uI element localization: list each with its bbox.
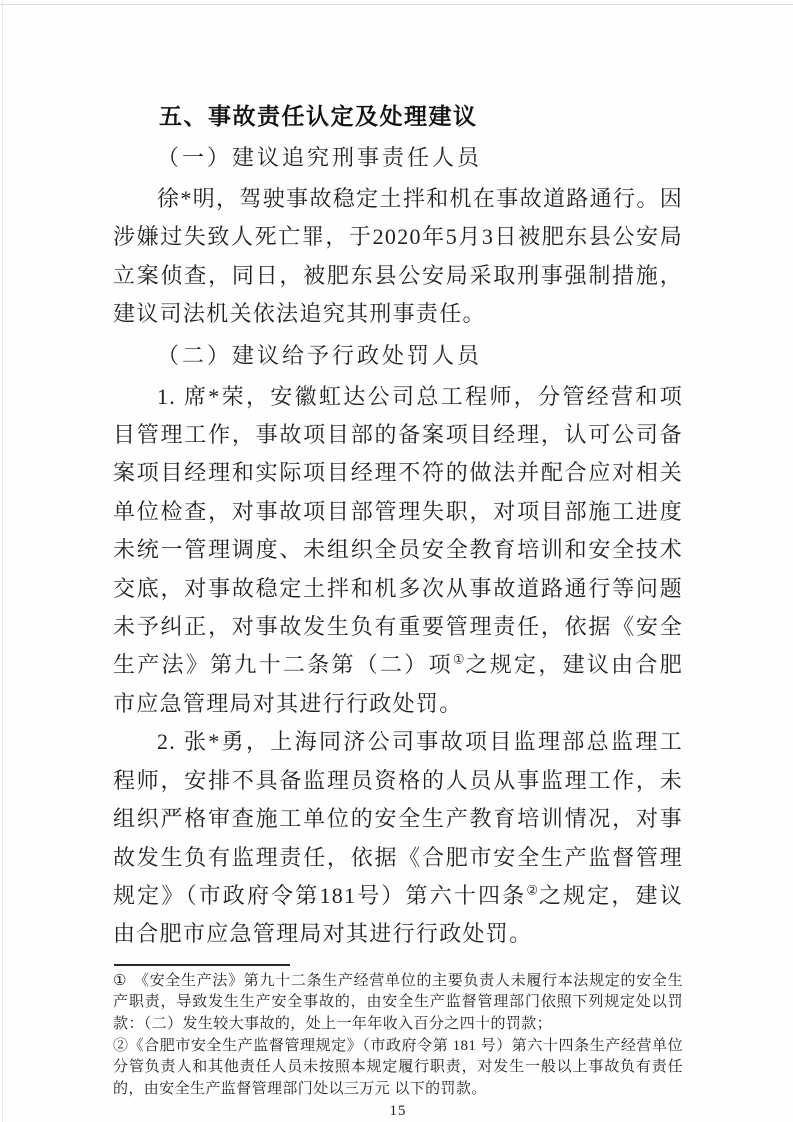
footnote-2-marker: ② — [113, 1037, 129, 1054]
footnote-area — [113, 964, 683, 1101]
paragraph-criminal-liability: 徐*明，驾驶事故稳定土拌和机在事故道路通行。因涉嫌过失致人死亡罪，于2020年5月3日被肥东县公安局立案侦查，同日，被肥东县公安局采取刑事强制措施，建议司法机关依法追究其刑事责任。 — [113, 186, 683, 327]
footnote-1-marker: ① — [113, 972, 128, 989]
footnote-1-text: 《安全生产法》第九十二条生产经营单位的主要负责人未履行本法规定的安全生产职责，导致发生生产安全事故的，由安全生产监督管理部门依照下列规定处以罚款：（二）发生较大事故的，处上一年年收入百分之四十的罚款； — [113, 972, 683, 1032]
section-title: 五、事故责任认定及处理建议 — [159, 103, 478, 129]
paragraph-admin-penalty-item-2 — [113, 723, 683, 953]
subsection-heading-admin-penalty: （二）建议给予行政处罚人员 — [157, 342, 483, 368]
paragraph-admin-penalty-item-1 — [113, 378, 683, 724]
subsection-heading-criminal-liability: （一）建议追究刑事责任人员 — [157, 145, 483, 170]
scan-edge-left — [2, 0, 3, 1122]
footnote-1 — [113, 971, 683, 1036]
page-content — [113, 0, 683, 1120]
footnote-reference-1: ① — [452, 652, 466, 668]
footnote-separator — [114, 964, 290, 966]
item-1-text-continued: 之规定，建议由合肥市应急管理局对其进行行政处罚。 — [113, 652, 684, 716]
item-1-text: 1. 席*荣，安徽虹达公司总工程师，分管经营和项目管理工作，事故项目部的备案项目经理，认可公司备案项目经理和实际项目经理不符的做法并配合应对相关单位检查，对事故项目部管理失职，对项目部施工进度未统一管理调度、未组织全员安全教育培训和安全技术交底，对事故稳定土拌和机多次从事故道路通行等问题未予纠正，对事故发生负有重要管理责任，依据《安全生产法》第九十二条第（二）项 — [113, 383, 683, 678]
footnote-2 — [113, 1036, 683, 1101]
item-2-text-continued: 之规定，建议由合肥市应急管理局对其进行行政处罚。 — [113, 882, 684, 947]
footnote-reference-2: ② — [526, 882, 539, 898]
page-number: 15 — [389, 1103, 407, 1120]
footnote-2-text: 《合肥市安全生产监督管理规定》（市政府令第 181 号）第六十四条生产经营单位分管负责人和其他责任人员未按照本规定履行职责，对发生一般以上事故负有责任的，由安全生产监督管理部门处以三万元 以下的罚款。 — [113, 1037, 684, 1097]
item-2-text: 2. 张*勇，上海同济公司事故项目监理部总监理工程师，安排不具备监理员资格的人员从事监理工作，未组织严格审查施工单位的安全生产教育培训情况，对事故发生负有监理责任，依据《合肥市安全生产监督管理规定》（市政府令第181号）第六十四条 — [113, 729, 683, 908]
